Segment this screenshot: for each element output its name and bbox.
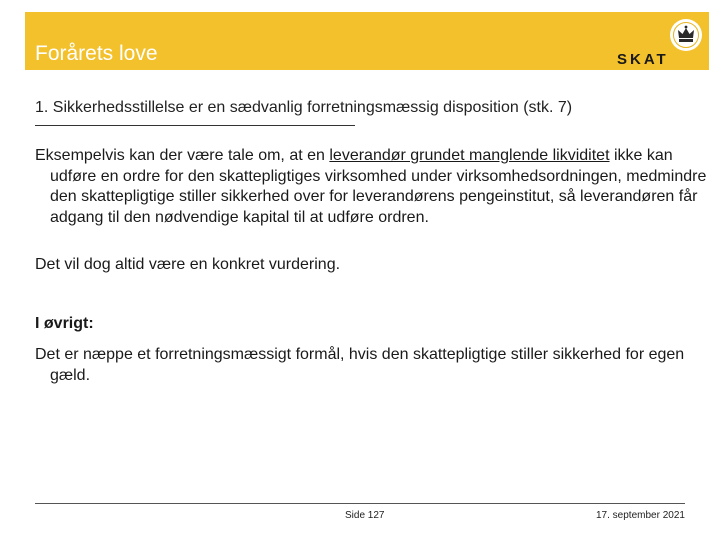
- otherwise-heading: I øvrigt:: [35, 315, 94, 332]
- example-text-start: Eksempelvis kan der være tale om, at en: [35, 147, 330, 164]
- otherwise-paragraph: Det er næppe et forretningsmæssigt formål, hvis den skattepligtige stiller sikkerhed for egen gæld.: [35, 346, 685, 384]
- crown-icon: [669, 18, 703, 52]
- underlined-phrase: leverandør grundet manglende likviditet: [329, 147, 610, 164]
- skat-logo: SKAT: [617, 51, 669, 68]
- page-number: Side 127: [345, 510, 385, 521]
- subtitle-divider: [35, 125, 355, 126]
- title-banner: [25, 12, 709, 70]
- footer-divider: [35, 503, 685, 504]
- example-paragraph: [35, 146, 710, 228]
- example-text-end: ikke kan udføre en ordre for den skattepligtiges virksomhed under virksomhedsordningen, medmindre den skattepligtige stiller sikkerhed over for leverandørens pengeinstitut, så leverandøren får adgang til den nødvendige kapital til at udføre ordren.: [50, 147, 707, 226]
- assessment-paragraph: Det vil dog altid være en konkret vurdering.: [35, 256, 341, 273]
- slide-subtitle: 1. Sikkerhedsstillelse er en sædvanlig forretningsmæssig disposition (stk. 7): [35, 99, 573, 116]
- footer-date: 17. september 2021: [596, 510, 685, 521]
- slide-title: Forårets love: [35, 42, 158, 65]
